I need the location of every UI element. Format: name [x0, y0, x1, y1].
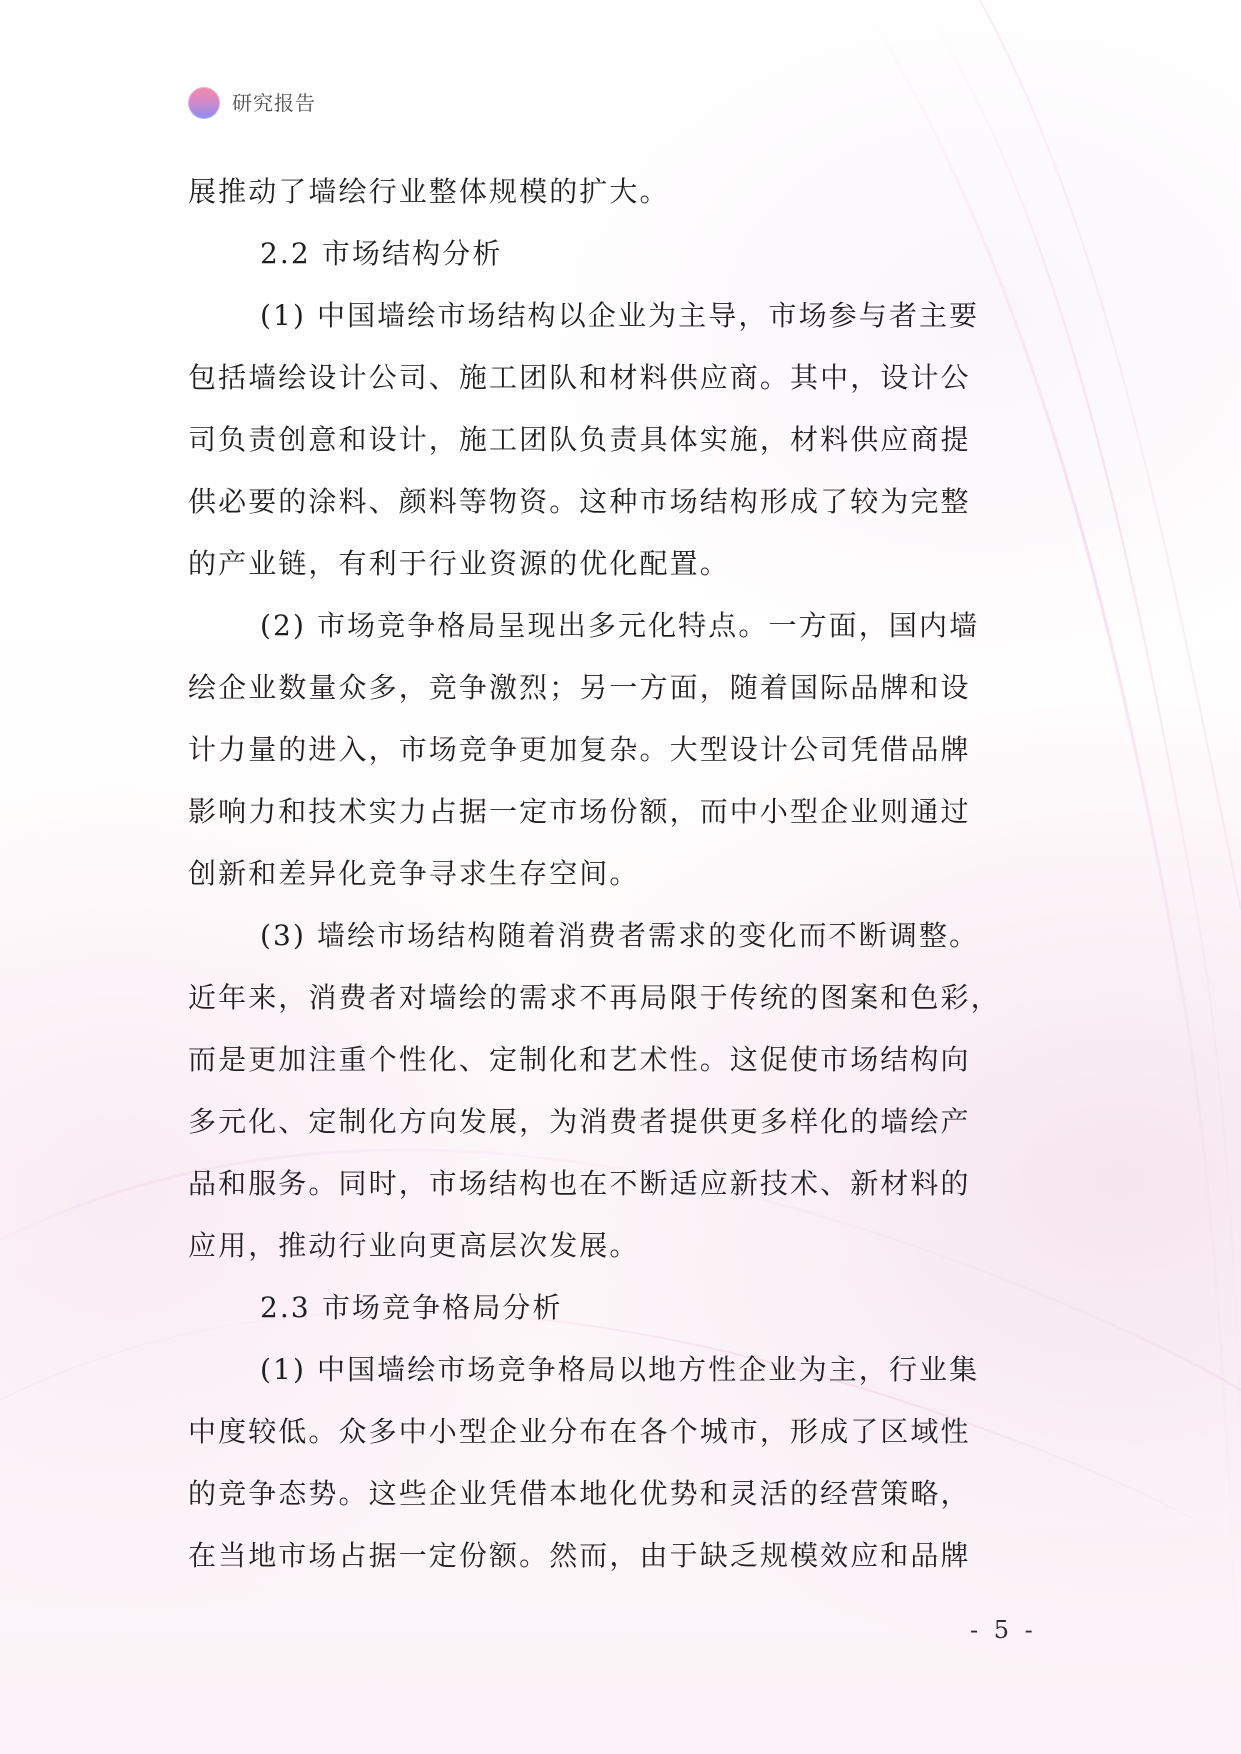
paragraph-line: (3) 墙绘市场结构随着消费者需求的变化而不断调整。 — [260, 919, 980, 952]
paragraph-line: 影响力和技术实力占据一定市场份额，而中小型企业则通过 — [188, 795, 971, 828]
paragraph-line: 计力量的进入，市场竞争更加复杂。大型设计公司凭借品牌 — [188, 733, 971, 766]
header-title: 研究报告 — [232, 91, 316, 115]
section-heading-2-3: 2.3 市场竞争格局分析 — [260, 1291, 563, 1324]
paragraph-line: 的竞争态势。这些企业凭借本地化优势和灵活的经营策略， — [188, 1477, 971, 1510]
paragraph-line: 司负责创意和设计，施工团队负责具体实施，材料供应商提 — [188, 423, 971, 456]
paragraph-line: 创新和差异化竞争寻求生存空间。 — [188, 857, 640, 890]
document-body — [188, 161, 1052, 1587]
paragraph-line: 品和服务。同时，市场结构也在不断适应新技术、新材料的 — [188, 1167, 971, 1200]
paragraph-line: 绘企业数量众多，竞争激烈；另一方面，随着国际品牌和设 — [188, 671, 971, 704]
paragraph-line: (1) 中国墙绘市场竞争格局以地方性企业为主，行业集 — [260, 1353, 980, 1386]
paragraph-line: 多元化、定制化方向发展，为消费者提供更多样化的墙绘产 — [188, 1105, 971, 1138]
report-header — [188, 87, 316, 119]
logo-circle-icon — [188, 87, 220, 119]
page-number: - 5 - — [970, 1616, 1037, 1644]
section-heading-2-2: 2.2 市场结构分析 — [260, 237, 503, 270]
paragraph-line: 包括墙绘设计公司、施工团队和材料供应商。其中，设计公 — [188, 361, 971, 394]
paragraph-line: 近年来，消费者对墙绘的需求不再局限于传统的图案和色彩， — [188, 981, 1001, 1014]
paragraph-line: 中度较低。众多中小型企业分布在各个城市，形成了区域性 — [188, 1415, 971, 1448]
paragraph-line: 的产业链，有利于行业资源的优化配置。 — [188, 547, 730, 580]
body-line: 展推动了墙绘行业整体规模的扩大。 — [188, 175, 670, 208]
paragraph-line: (2) 市场竞争格局呈现出多元化特点。一方面，国内墙 — [260, 609, 980, 642]
paragraph-line: 在当地市场占据一定份额。然而，由于缺乏规模效应和品牌 — [188, 1539, 971, 1572]
paragraph-line: 而是更加注重个性化、定制化和艺术性。这促使市场结构向 — [188, 1043, 971, 1076]
paragraph-line: (1) 中国墙绘市场结构以企业为主导，市场参与者主要 — [260, 299, 980, 332]
paragraph-line: 供必要的涂料、颜料等物资。这种市场结构形成了较为完整 — [188, 485, 971, 518]
paragraph-line: 应用，推动行业向更高层次发展。 — [188, 1229, 640, 1262]
